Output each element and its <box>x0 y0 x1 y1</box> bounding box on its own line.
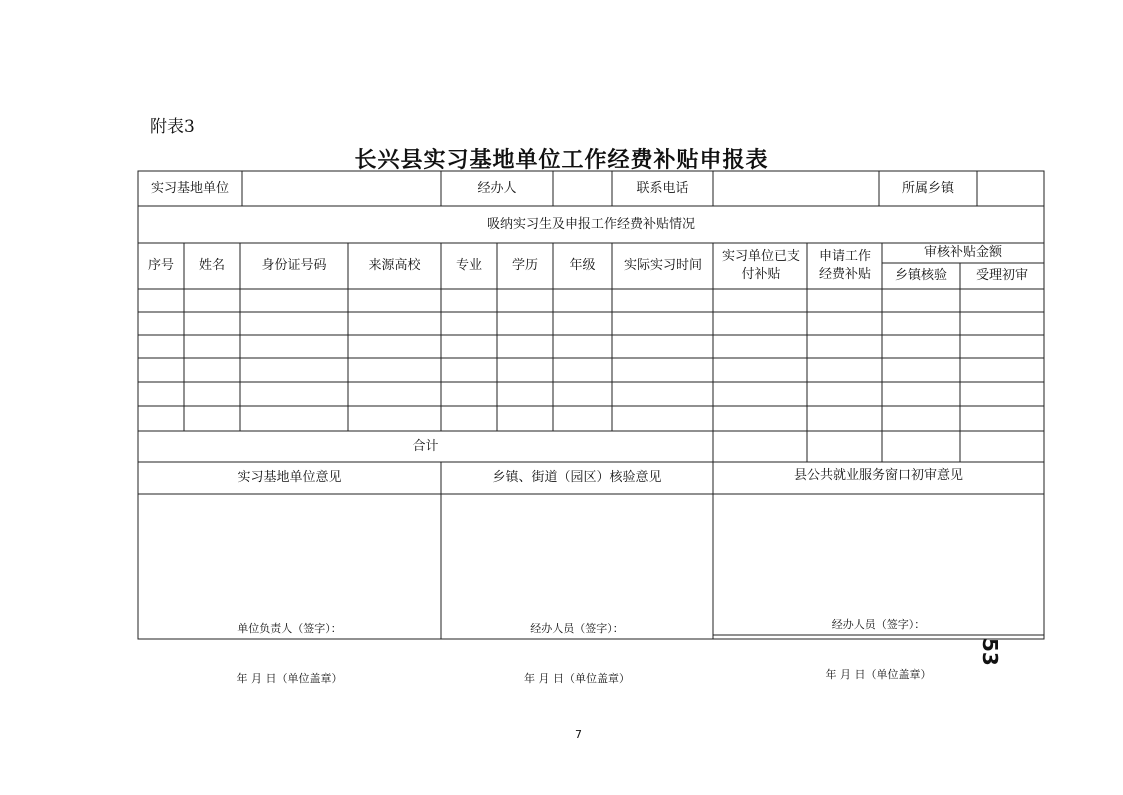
col-accept-review: 受理初审 <box>975 268 1028 284</box>
appendix-label: 附表3 <box>150 117 195 137</box>
base-unit-field[interactable] <box>242 171 441 206</box>
col-grade: 年级 <box>569 258 596 274</box>
town-signature <box>441 588 713 704</box>
form-title: 长兴县实习基地单位工作经费补贴申报表 <box>354 147 769 173</box>
col-town-verify: 乡镇核验 <box>894 268 947 284</box>
opinion-base-unit-title: 实习基地单位意见 <box>237 470 342 486</box>
base-unit-signature <box>138 588 441 704</box>
town-label: 所属乡镇 <box>901 180 954 196</box>
county-signer: 经办人员（签字）： <box>831 618 926 631</box>
col-major: 专业 <box>455 258 482 274</box>
col-apply-fee: 申请工作经费补贴 <box>818 249 871 282</box>
col-paid-subsidy: 实习单位已支付补贴 <box>722 249 801 282</box>
section-title: 吸纳实习生及申报工作经费补贴情况 <box>486 216 695 232</box>
base-unit-label: 实习基地单位 <box>150 180 229 196</box>
col-name: 姓名 <box>198 258 225 274</box>
col-seq: 序号 <box>147 258 174 274</box>
col-education: 学历 <box>511 258 538 274</box>
town-date: 年 月 日（单位盖章） <box>524 671 630 685</box>
town-field[interactable] <box>977 171 1044 206</box>
total-label: 合计 <box>412 438 439 454</box>
handler-field[interactable] <box>553 171 612 206</box>
col-review-amount: 审核补贴金额 <box>923 245 1002 261</box>
opinion-town-title: 乡镇、街道（园区）核验意见 <box>492 470 662 486</box>
opinion-county-title: 县公共就业服务窗口初审意见 <box>793 468 963 484</box>
margin-note: 53 <box>978 638 1002 666</box>
phone-field[interactable] <box>713 171 879 206</box>
page-number: 7 <box>575 728 582 741</box>
col-id-number: 身份证号码 <box>261 258 327 274</box>
base-unit-signer: 单位负责人（签字）： <box>237 622 342 635</box>
col-actual-time: 实际实习时间 <box>624 258 703 274</box>
town-signer: 经办人员（签字）： <box>530 622 624 635</box>
phone-label: 联系电话 <box>636 180 689 196</box>
base-unit-date: 年 月 日（单位盖章） <box>236 671 343 685</box>
col-school: 来源高校 <box>368 258 421 274</box>
handler-label: 经办人 <box>477 180 517 196</box>
county-date: 年 月 日（单位盖章） <box>825 667 932 681</box>
